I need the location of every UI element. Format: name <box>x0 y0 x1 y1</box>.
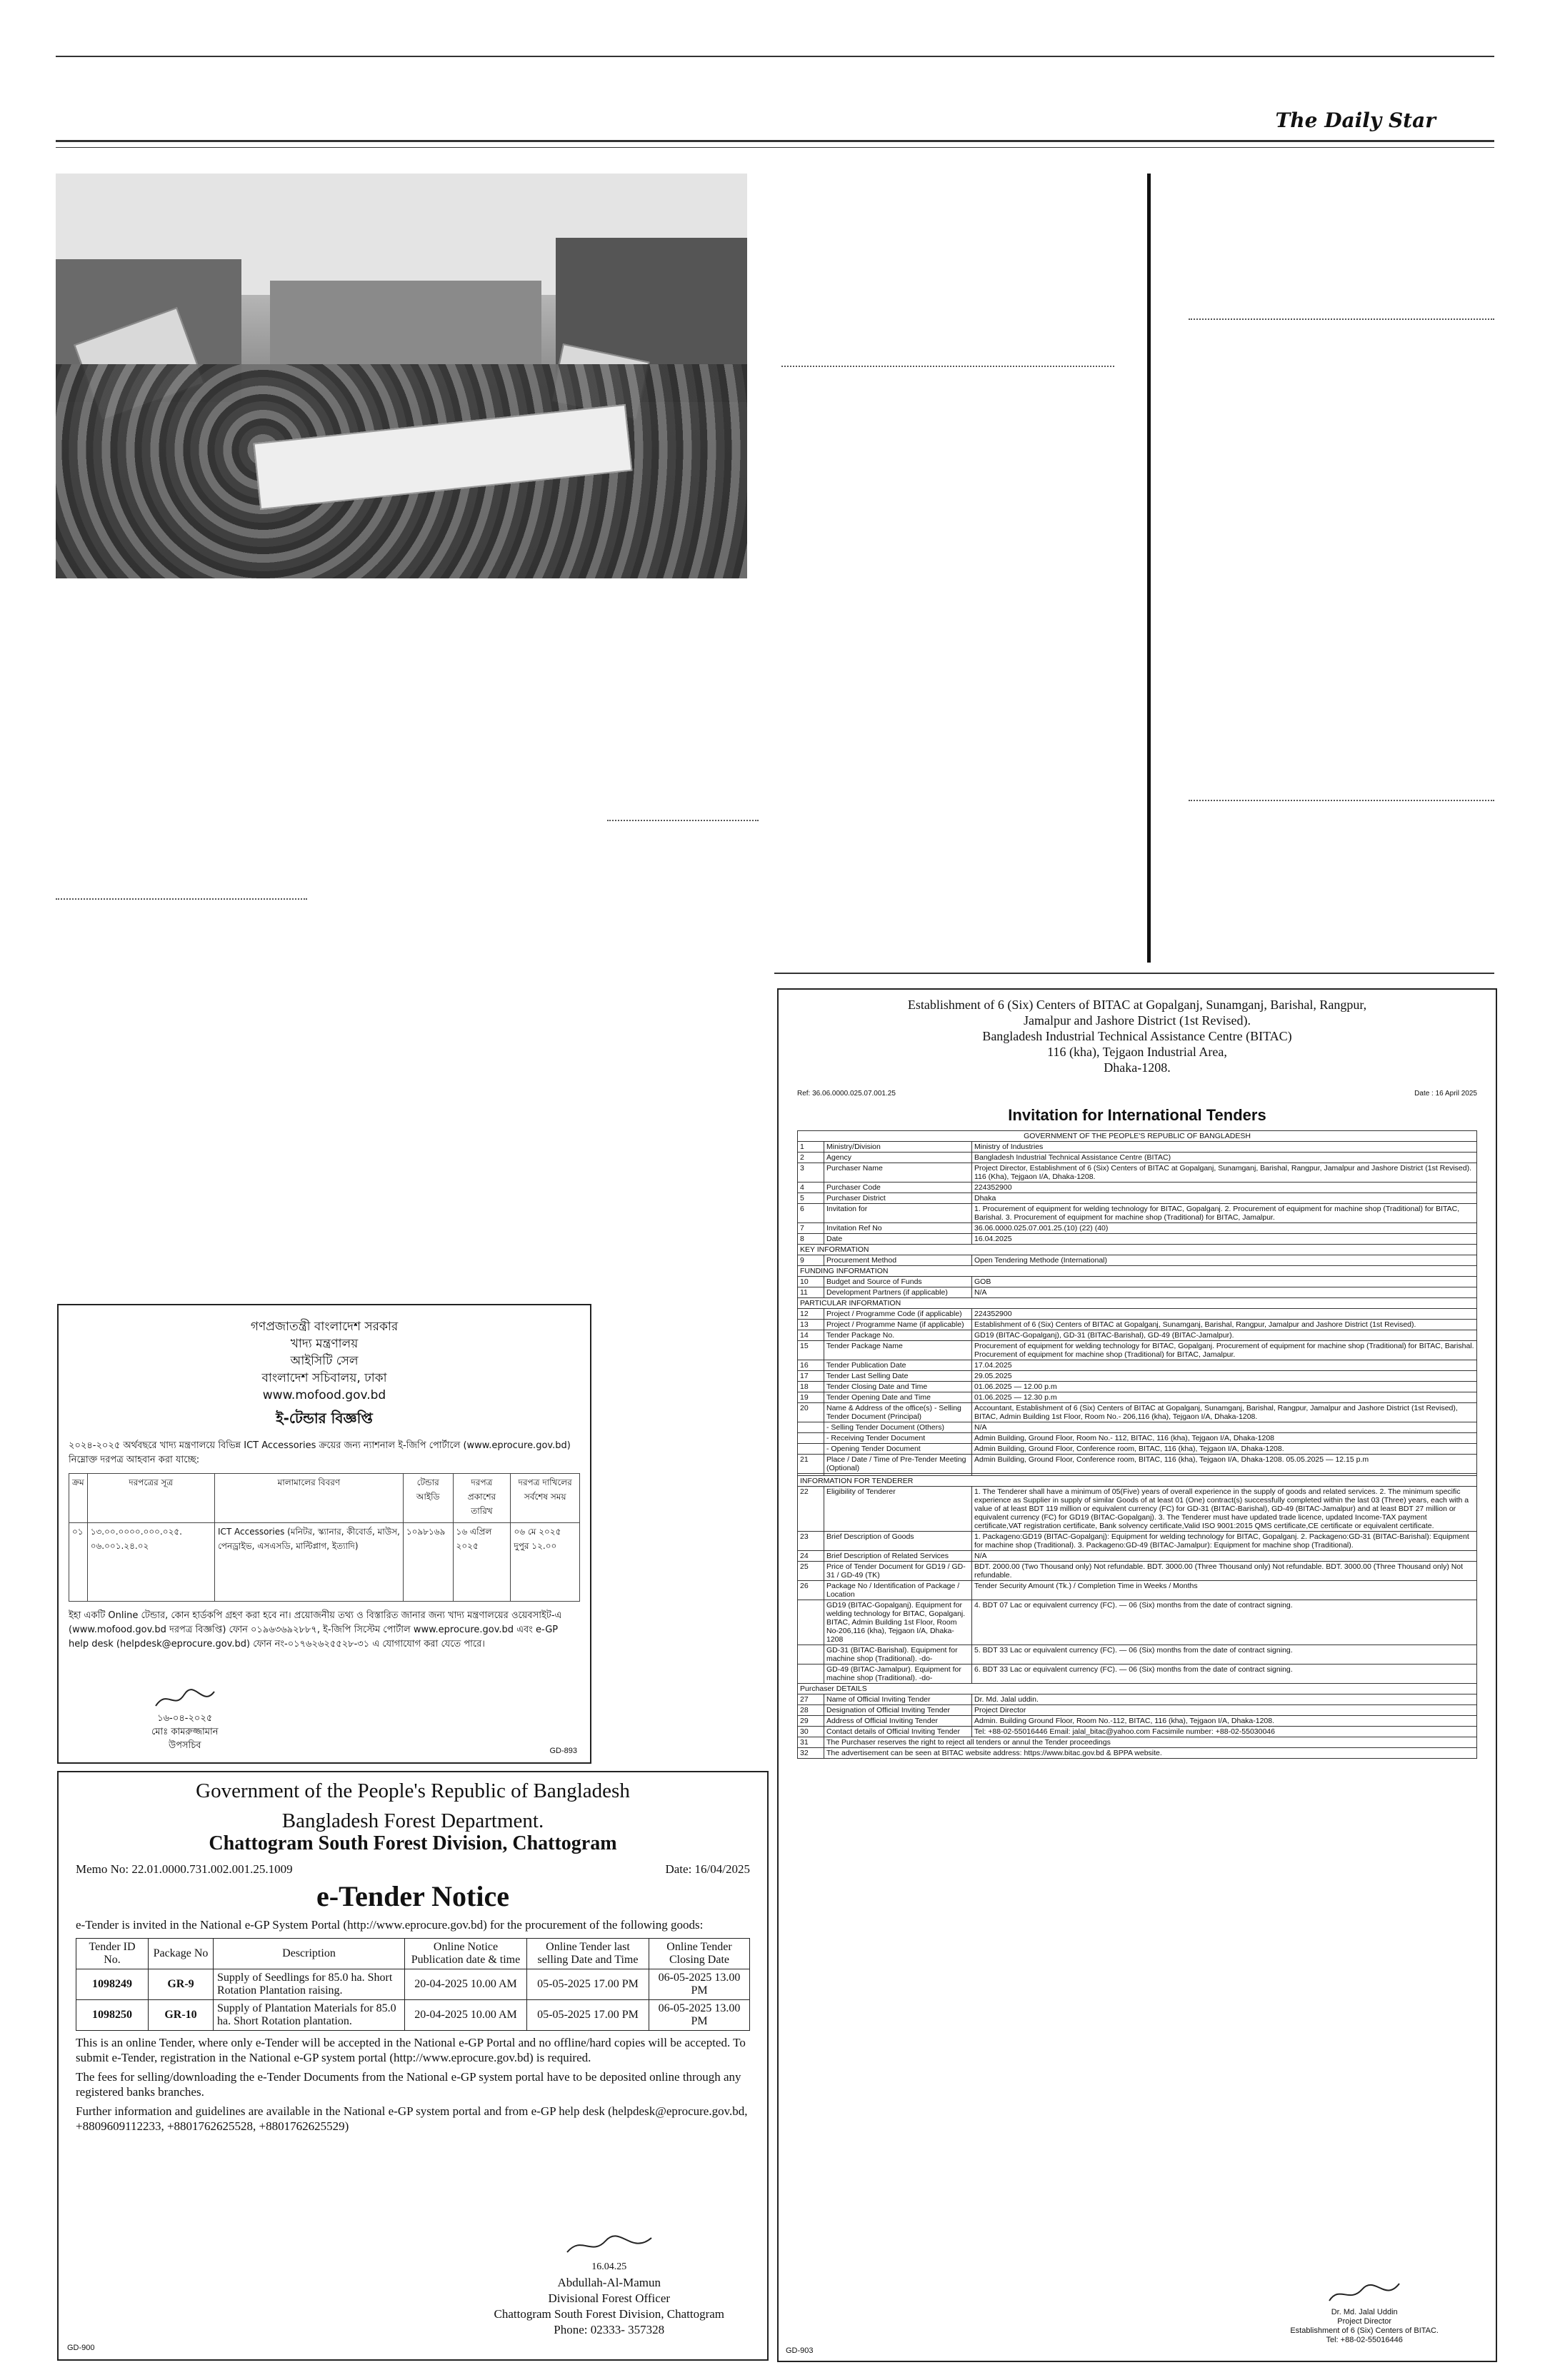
table-cell: 05-05-2025 17.00 PM <box>527 1969 649 2000</box>
food-ad-intro: ২০২৪-২০২৫ অর্থবছরে খাদ্য মন্ত্রণালয়ে বিভিন্ন ICT Accessories ক্রয়ের জন্য ন্যাশনাল ই-জিপি পোর্টালে (www.eprocure.gov.bd) নিম্নোক্ত দরপত্র আহবান করা যাচ্ছে: <box>69 1440 571 1465</box>
table-header: Tender ID No. <box>76 1939 149 1969</box>
row-label: Contact details of Official Inviting Tender <box>824 1727 972 1737</box>
table-row <box>798 1716 1477 1727</box>
table-row <box>798 1532 1477 1551</box>
row-value: 1. The Tenderer shall have a minimum of 05(Five) years of overall experience in the supply of goods and related services. 2. The minimum specific experience as Supplier in supply of similar Goods of at least 01 (One) contract(s) successfully completed within the last 03 (Three) years, each with a value of at least BDT 119 million or equivalent currency (FC) for GD-31 (BITAC-Barishal), GD-49 (BITAC-Jamalpur) and at least BDT 27 million or equivalent currency (FC) for GD19 (BITAC-Gopalganj). 3. The Tenderer must have updated trade licence, updated Income-TAX payment certificate,VAT registration certificate, Bank solvency certificate,Valid ISO 9001:2015 QMS certificate,CE certificate or equivalent certificate. <box>972 1487 1477 1532</box>
row-label: - Selling Tender Document (Others) <box>824 1422 972 1433</box>
row-no: 8 <box>798 1234 824 1245</box>
row-value: 6. BDT 33 Lac or equivalent currency (FC). — 06 (Six) months from the date of contract signing. <box>972 1665 1477 1684</box>
section-header: PARTICULAR INFORMATION <box>798 1298 1477 1309</box>
bitac-signature <box>1290 2279 1439 2345</box>
header-rule-1 <box>56 140 1494 142</box>
row-value: 36.06.0000.025.07.001.25.(10) (22) (40) <box>972 1223 1477 1234</box>
row-no: 29 <box>798 1716 824 1727</box>
food-ad-title: ই-টেন্ডার বিজ্ঞপ্তি <box>276 1410 373 1427</box>
table-row <box>798 1309 1477 1320</box>
table-header: দরপত্র দাখিলের সর্বশেষ সময় <box>511 1474 580 1523</box>
forest-sign-phone: Phone: 02333- 357328 <box>554 2323 665 2336</box>
dotted-rule <box>1189 318 1494 320</box>
forest-sign-office: Chattogram South Forest Division, Chattogram <box>494 2307 724 2321</box>
row-value: 01.06.2025 — 12.30 p.m <box>972 1392 1477 1403</box>
row-no: 21 <box>798 1455 824 1474</box>
row-value: N/A <box>972 1422 1477 1433</box>
row-no: 27 <box>798 1694 824 1705</box>
forest-sign-title: Divisional Forest Officer <box>548 2291 671 2305</box>
row-label: GD-49 (BITAC-Jamalpur). Equipment for machine shop (Traditional). -do- <box>824 1665 972 1684</box>
table-row <box>798 1705 1477 1716</box>
food-header-line: www.mofood.gov.bd <box>262 1388 386 1402</box>
row-label: Tender Opening Date and Time <box>824 1392 972 1403</box>
forest-date: Date: 16/04/2025 <box>665 1862 750 1876</box>
top-rule <box>56 56 1494 57</box>
bitac-head: Dhaka-1208. <box>1104 1060 1171 1075</box>
table-cell: ০৬ মে ২০২৫ দুপুর ১২.০০ <box>511 1523 580 1602</box>
section-header: Purchaser DETAILS <box>798 1684 1477 1694</box>
row-value: N/A <box>972 1287 1477 1298</box>
signature-scribble-icon <box>153 1686 217 1712</box>
table-row <box>798 1600 1477 1645</box>
table-row <box>798 1371 1477 1382</box>
food-header-line: বাংলাদেশ সচিবালয়, ঢাকা <box>261 1371 387 1385</box>
row-no: 2 <box>798 1153 824 1163</box>
section-header: FUNDING INFORMATION <box>798 1266 1477 1277</box>
row-no: 13 <box>798 1320 824 1330</box>
row-value: BDT. 2000.00 (Two Thousand only) Not refundable. BDT. 3000.00 (Three Thousand only) Not refundable. BDT. 3000.00 (Three Thousand only) Not refundable. <box>972 1562 1477 1581</box>
column-divider <box>1147 174 1151 963</box>
table-row <box>798 1645 1477 1665</box>
row-no: 6 <box>798 1204 824 1223</box>
row-label: Budget and Source of Funds <box>824 1277 972 1287</box>
food-ad-signature <box>151 1686 219 1752</box>
signature-scribble-icon <box>563 2231 656 2259</box>
table-row <box>798 1392 1477 1403</box>
bitac-head: Establishment of 6 (Six) Centers of BITAC at Gopalganj, Sunamganj, Barishal, Rangpur, <box>907 998 1367 1012</box>
table-cell: Supply of Plantation Materials for 85.0 ha. Short Rotation plantation. <box>214 2000 405 2031</box>
row-label: Purchaser Name <box>824 1163 972 1183</box>
bitac-sign-office: Establishment of 6 (Six) Centers of BITAC. <box>1290 2326 1439 2335</box>
table-cell: GR-10 <box>149 2000 214 2031</box>
dotted-rule <box>1189 800 1494 801</box>
table-row <box>76 2000 750 2031</box>
row-no: 4 <box>798 1183 824 1193</box>
table-cell: 06-05-2025 13.00 PM <box>649 1969 750 2000</box>
row-no: 32 <box>798 1748 824 1759</box>
forest-para: The fees for selling/downloading the e-Tender Documents from the National e-GP system portal have to be deposited online through any registered banks branches. <box>76 2070 741 2099</box>
row-label: Procurement Method <box>824 1255 972 1266</box>
table-header: টেন্ডার আইডি <box>403 1474 453 1523</box>
row-label: Tender Package Name <box>824 1341 972 1360</box>
bitac-sign-title: Project Director <box>1337 2317 1392 2326</box>
row-value: 4. BDT 07 Lac or equivalent currency (FC). — 06 (Six) months from the date of contract signing. <box>972 1600 1477 1645</box>
row-no: 16 <box>798 1360 824 1371</box>
row-value: Admin Building, Ground Floor, Conference room, BITAC, 116 (kha), Tejgaon I/A, Dhaka-1208. 05.05.2025 — 12.15 p.m <box>972 1455 1477 1474</box>
bitac-head: 116 (kha), Tejgaon Industrial Area, <box>1047 1045 1227 1059</box>
row-no <box>798 1665 824 1684</box>
row-label: Project / Programme Code (if applicable) <box>824 1309 972 1320</box>
signature-scribble-icon <box>1325 2279 1404 2308</box>
table-cell: 05-05-2025 17.00 PM <box>527 2000 649 2031</box>
row-label: Designation of Official Inviting Tender <box>824 1705 972 1716</box>
row-no: 26 <box>798 1581 824 1600</box>
table-row <box>798 1234 1477 1245</box>
row-label: Tender Publication Date <box>824 1360 972 1371</box>
forest-line1: Government of the People's Republic of Bangladesh <box>196 1779 630 1802</box>
row-value: GOB <box>972 1277 1477 1287</box>
row-value: Admin. Building Ground Floor, Room No.-112, BITAC, 116 (kha), Tejgaon I/A, Dhaka-1208. <box>972 1716 1477 1727</box>
row-label: Invitation for <box>824 1204 972 1223</box>
forest-para: Further information and guidelines are available in the National e-GP system portal and from e-GP help desk (helpdesk@eprocure.gov.bd, +8809609112233, +8801762625528, +8801762625529) <box>76 2104 748 2133</box>
row-no: 12 <box>798 1309 824 1320</box>
row-label: Project / Programme Name (if applicable) <box>824 1320 972 1330</box>
table-cell: ০১ <box>69 1523 88 1602</box>
table-header: Description <box>214 1939 405 1969</box>
row-label: Invitation Ref No <box>824 1223 972 1234</box>
row-no: 28 <box>798 1705 824 1716</box>
row-value: Ministry of Industries <box>972 1142 1477 1153</box>
table-row <box>798 1320 1477 1330</box>
table-row <box>798 1748 1477 1759</box>
row-value: Procurement of equipment for welding technology for BITAC, Gopalganj. Procurement of equipment for machine shop (Traditional) for BITAC, Barishal. Procurement of equipment for machine shop (Traditional) for BITAC, Jamalpur. <box>972 1341 1477 1360</box>
table-cell: ১৬ এপ্রিল ২০২৫ <box>453 1523 511 1602</box>
bitac-head: Bangladesh Industrial Technical Assistance Centre (BITAC) <box>982 1029 1292 1043</box>
table-header: Online Tender last selling Date and Time <box>527 1939 649 1969</box>
header-rule-2 <box>56 147 1494 148</box>
lower-rule <box>774 973 1494 974</box>
row-value: Tel: +88-02-55016446 Email: jalal_bitac@yahoo.com Facsimile number: +88-02-55030046 <box>972 1727 1477 1737</box>
food-tender-table <box>69 1473 580 1602</box>
table-row <box>798 1204 1477 1223</box>
table-header: Package No <box>149 1939 214 1969</box>
table-row <box>798 1382 1477 1392</box>
table-row <box>798 1737 1477 1748</box>
table-header: মালামালের বিবরণ <box>214 1474 403 1523</box>
table-row <box>69 1523 580 1602</box>
table-row <box>798 1223 1477 1234</box>
table-row <box>798 1255 1477 1266</box>
food-header-line: খাদ্য মন্ত্রণালয় <box>290 1337 359 1351</box>
bitac-table <box>797 1130 1477 1759</box>
row-no <box>798 1422 824 1433</box>
row-label: Eligibility of Tenderer <box>824 1487 972 1532</box>
table-cell: Supply of Seedlings for 85.0 ha. Short Rotation Plantation raising. <box>214 1969 405 2000</box>
section-header: GOVERNMENT OF THE PEOPLE'S REPUBLIC OF BANGLADESH <box>798 1131 1477 1142</box>
food-header-line: গণপ্রজাতন্ত্রী বাংলাদেশ সরকার <box>250 1320 399 1334</box>
table-row <box>798 1727 1477 1737</box>
food-ministry-ad <box>57 1304 591 1764</box>
forest-signature <box>494 2231 724 2338</box>
row-value: Open Tendering Methode (International) <box>972 1255 1477 1266</box>
table-cell: ICT Accessories (মনিটর, স্ক্যানার, কীবোর্ড, মাউস, পেনড্রাইভ, এসএসডি, মাল্টিপ্লাগ, ইত্যাদি) <box>214 1523 403 1602</box>
row-no: 17 <box>798 1371 824 1382</box>
forest-intro: e-Tender is invited in the National e-GP System Portal (http://www.eprocure.gov.bd) for the procurement of the following goods: <box>76 1918 704 1932</box>
dotted-rule <box>781 366 1114 367</box>
table-cell: GR-9 <box>149 1969 214 2000</box>
table-cell: 20-04-2025 10.00 AM <box>405 2000 527 2031</box>
row-no: 1 <box>798 1142 824 1153</box>
ad-code: GD-900 <box>67 2344 95 2352</box>
row-no <box>798 1433 824 1444</box>
table-row <box>798 1665 1477 1684</box>
row-no: 24 <box>798 1551 824 1562</box>
row-value: 16.04.2025 <box>972 1234 1477 1245</box>
row-no: 14 <box>798 1330 824 1341</box>
food-ad-notes: ইহা একটি Online টেন্ডার, কোন হার্ডকপি গ্রহণ করা হবে না। প্রয়োজনীয় তথ্য ও বিস্তারিত জানার জন্য খাদ্য মন্ত্রণালয়ের ওয়েবসাইট-এ (www.mofood.gov.bd দরপত্র বিজ্ঞপ্তি) ফোন ০১৯৬৩৬৯২৮৮৭, ই-জিপি সিস্টেম পোর্টাল www.eprocure.gov.bd এবং e-GP help desk (helpdesk@eprocure.gov.bd) ফোন নং-০১৭৬২৬২৫৫২৮-৩১ এ যোগাযোগ করা যেতে পারে। <box>69 1610 562 1650</box>
row-label: Purchaser Code <box>824 1183 972 1193</box>
row-value: Admin Building, Ground Floor, Room No.- 112, BITAC, 116 (kha), Tejgaon I/A, Dhaka-1208 <box>972 1433 1477 1444</box>
bitac-date: Date : 16 April 2025 <box>1414 1090 1477 1098</box>
table-row <box>798 1330 1477 1341</box>
row-label: Ministry/Division <box>824 1142 972 1153</box>
bitac-title: Invitation for International Tenders <box>1008 1106 1266 1124</box>
row-value: GD19 (BITAC-Gopalganj), GD-31 (BITAC-Barishal), GD-49 (BITAC-Jamalpur). <box>972 1330 1477 1341</box>
section-header: INFORMATION FOR TENDERER <box>798 1476 1477 1487</box>
food-header-line: আইসিটি সেল <box>290 1354 359 1368</box>
row-value: Dr. Md. Jalal uddin. <box>972 1694 1477 1705</box>
row-no: 22 <box>798 1487 824 1532</box>
row-label: Name & Address of the office(s) - Selling Tender Document (Principal) <box>824 1403 972 1422</box>
row-label: GD19 (BITAC-Gopalganj). Equipment for welding technology for BITAC, Gopalganj. BITAC, Admin Building 1st Floor, Room No-206,116 (kha), Tejgaon I/A, Dhaka-1208 <box>824 1600 972 1645</box>
row-no: 31 <box>798 1737 824 1748</box>
table-row <box>798 1183 1477 1193</box>
forest-sign-date: 16.04.25 <box>591 2261 627 2272</box>
table-row <box>798 1341 1477 1360</box>
news-photo <box>56 174 747 578</box>
row-value: 29.05.2025 <box>972 1371 1477 1382</box>
row-value: 1. Procurement of equipment for welding technology for BITAC, Gopalganj. 2. Procurement of equipment for machine shop (Traditional) for BITAC, Barishal. 3. Procurement of equipment for machine shop (Traditional) for BITAC, Jamalpur. <box>972 1204 1477 1223</box>
row-no: 10 <box>798 1277 824 1287</box>
row-no: 7 <box>798 1223 824 1234</box>
row-value: N/A <box>972 1551 1477 1562</box>
table-header: দরপত্রের সূত্র <box>87 1474 214 1523</box>
forest-sign-name: Abdullah-Al-Mamun <box>557 2276 661 2289</box>
row-label: The Purchaser reserves the right to reject all tenders or annul the Tender proceedings <box>824 1737 1477 1748</box>
row-value: Project Director, Establishment of 6 (Six) Centers of BITAC at Gopalganj, Sunamganj, Barishal, Rangpur, Jamalpur and Jashore District (1st Revised). 116 (Kha), Tejgaon I/A, Dhaka-1208. <box>972 1163 1477 1183</box>
row-no: 30 <box>798 1727 824 1737</box>
table-row <box>798 1163 1477 1183</box>
row-label: Date <box>824 1234 972 1245</box>
forest-notice-title: e-Tender Notice <box>316 1880 509 1912</box>
row-label: Brief Description of Goods <box>824 1532 972 1551</box>
row-label: - Receiving Tender Document <box>824 1433 972 1444</box>
row-label: The advertisement can be seen at BITAC website address: https://www.bitac.gov.bd & BPPA website. <box>824 1748 1477 1759</box>
row-value: Project Director <box>972 1705 1477 1716</box>
row-label: Place / Date / Time of Pre-Tender Meeting (Optional) <box>824 1455 972 1474</box>
row-label: Name of Official Inviting Tender <box>824 1694 972 1705</box>
row-value: 01.06.2025 — 12.00 p.m <box>972 1382 1477 1392</box>
row-label: Agency <box>824 1153 972 1163</box>
row-no: 19 <box>798 1392 824 1403</box>
row-value: 1. Packageno:GD19 (BITAC-Gopalganj): Equipment for welding technology for BITAC, Gopalganj. 2. Packageno:GD-31 (BITAC-Barishal): Equipment for machine shop (Traditional). 3. Packageno:GD-49 (BITAC-Jamalpur): Equipment for machine shop (Traditional). <box>972 1532 1477 1551</box>
row-no: 9 <box>798 1255 824 1266</box>
row-value: 17.04.2025 <box>972 1360 1477 1371</box>
row-label: GD-31 (BITAC-Barishal). Equipment for machine shop (Traditional). -do- <box>824 1645 972 1665</box>
table-row <box>798 1142 1477 1153</box>
row-no <box>798 1600 824 1645</box>
row-value: Dhaka <box>972 1193 1477 1204</box>
section-header: KEY INFORMATION <box>798 1245 1477 1255</box>
forest-line3: Chattogram South Forest Division, Chattogram <box>209 1832 617 1854</box>
bitac-sign-name: Dr. Md. Jalal Uddin <box>1331 2308 1398 2316</box>
row-value: Accountant, Establishment of 6 (Six) Centers of BITAC at Gopalganj, Sunamganj, Barishal, Rangpur, Jamalpur and Jashore District (1st Revised), BITAC, Admin Building 1st Floor, Room No.- 206,116 (kha), Tejgaon I/A, Dhaka-1208. <box>972 1403 1477 1422</box>
ad-code: GD-903 <box>786 2346 814 2355</box>
row-label: Price of Tender Document for GD19 / GD-31 / GD-49 (TK) <box>824 1562 972 1581</box>
forest-tender-table <box>76 1938 750 2031</box>
masthead: The Daily Star <box>1275 109 1436 132</box>
bitac-sign-tel: Tel: +88-02-55016446 <box>1326 2336 1403 2344</box>
dotted-rule <box>607 820 759 821</box>
row-value: 5. BDT 33 Lac or equivalent currency (FC). — 06 (Six) months from the date of contract signing. <box>972 1645 1477 1665</box>
bitac-ad <box>777 988 1497 2362</box>
table-row <box>798 1403 1477 1422</box>
row-no: 20 <box>798 1403 824 1422</box>
row-no <box>798 1444 824 1455</box>
table-header: Online Tender Closing Date <box>649 1939 750 1969</box>
table-row <box>798 1433 1477 1444</box>
forest-para: This is an online Tender, where only e-Tender will be accepted in the National e-GP Portal and no offline/hard copies will be accepted. To submit e-Tender, registration in the National e-GP system portal (http://www.eprocure.gov.bd) is required. <box>76 2036 746 2064</box>
table-row <box>798 1551 1477 1562</box>
row-no: 11 <box>798 1287 824 1298</box>
table-cell: 1098249 <box>76 1969 149 2000</box>
food-sign-title: উপসচিব <box>169 1740 201 1751</box>
row-value: 224352900 <box>972 1183 1477 1193</box>
bitac-ref: Ref: 36.06.0000.025.07.001.25 <box>797 1090 896 1098</box>
row-value: Bangladesh Industrial Technical Assistance Centre (BITAC) <box>972 1153 1477 1163</box>
food-sign-date: ১৬-০৪-২০২৫ <box>157 1713 213 1724</box>
table-row <box>798 1455 1477 1474</box>
table-row <box>76 1969 750 2000</box>
table-cell: 06-05-2025 13.00 PM <box>649 2000 750 2031</box>
table-row <box>798 1287 1477 1298</box>
row-no: 15 <box>798 1341 824 1360</box>
row-label: Package No / Identification of Package / Location <box>824 1581 972 1600</box>
table-row <box>798 1153 1477 1163</box>
bitac-head: Jamalpur and Jashore District (1st Revised). <box>1024 1013 1251 1028</box>
table-row <box>798 1562 1477 1581</box>
row-value: 224352900 <box>972 1309 1477 1320</box>
row-no: 18 <box>798 1382 824 1392</box>
row-value: Admin Building, Ground Floor, Conference room, BITAC, 116 (kha), Tejgaon I/A, Dhaka-1208. <box>972 1444 1477 1455</box>
dotted-rule <box>56 898 307 900</box>
food-sign-name: মোঃ কামরুজ্জামান <box>151 1727 219 1737</box>
row-value: Establishment of 6 (Six) Centers of BITAC at Gopalganj, Sunamganj, Barishal, Rangpur, Jamalpur and Jashore District (1st Revised). <box>972 1320 1477 1330</box>
row-no: 25 <box>798 1562 824 1581</box>
table-cell: ১০৯৮১৬৯ <box>403 1523 453 1602</box>
row-label: Tender Last Selling Date <box>824 1371 972 1382</box>
ad-code: GD-893 <box>549 1747 577 1755</box>
row-no <box>798 1645 824 1665</box>
row-no: 3 <box>798 1163 824 1183</box>
table-cell: 20-04-2025 10.00 AM <box>405 1969 527 2000</box>
table-cell: ১৩.০০.০০০০.০০০.০২৫. ০৬.০০১.২৪.০২ <box>87 1523 214 1602</box>
table-header: Online Notice Publication date & time <box>405 1939 527 1969</box>
forest-ad <box>57 1771 769 2361</box>
row-no: 5 <box>798 1193 824 1204</box>
forest-line2: Bangladesh Forest Department. <box>281 1809 544 1832</box>
row-label: Address of Official Inviting Tender <box>824 1716 972 1727</box>
table-row <box>798 1694 1477 1705</box>
row-value: Tender Security Amount (Tk.) / Completion Time in Weeks / Months <box>972 1581 1477 1600</box>
row-label: Brief Description of Related Services <box>824 1551 972 1562</box>
table-cell: 1098250 <box>76 2000 149 2031</box>
table-row <box>798 1422 1477 1433</box>
row-label: Tender Closing Date and Time <box>824 1382 972 1392</box>
forest-memo: Memo No: 22.01.0000.731.002.001.25.1009 <box>76 1862 293 1876</box>
row-label: - Opening Tender Document <box>824 1444 972 1455</box>
table-header: দরপত্র প্রকাশের তারিখ <box>453 1474 511 1523</box>
row-label: Purchaser District <box>824 1193 972 1204</box>
table-row <box>798 1444 1477 1455</box>
table-row <box>798 1487 1477 1532</box>
table-row <box>798 1277 1477 1287</box>
row-label: Tender Package No. <box>824 1330 972 1341</box>
row-no: 23 <box>798 1532 824 1551</box>
table-row <box>798 1193 1477 1204</box>
table-header: ক্রম <box>69 1474 88 1523</box>
table-row <box>798 1581 1477 1600</box>
row-label: Development Partners (if applicable) <box>824 1287 972 1298</box>
table-row <box>798 1360 1477 1371</box>
